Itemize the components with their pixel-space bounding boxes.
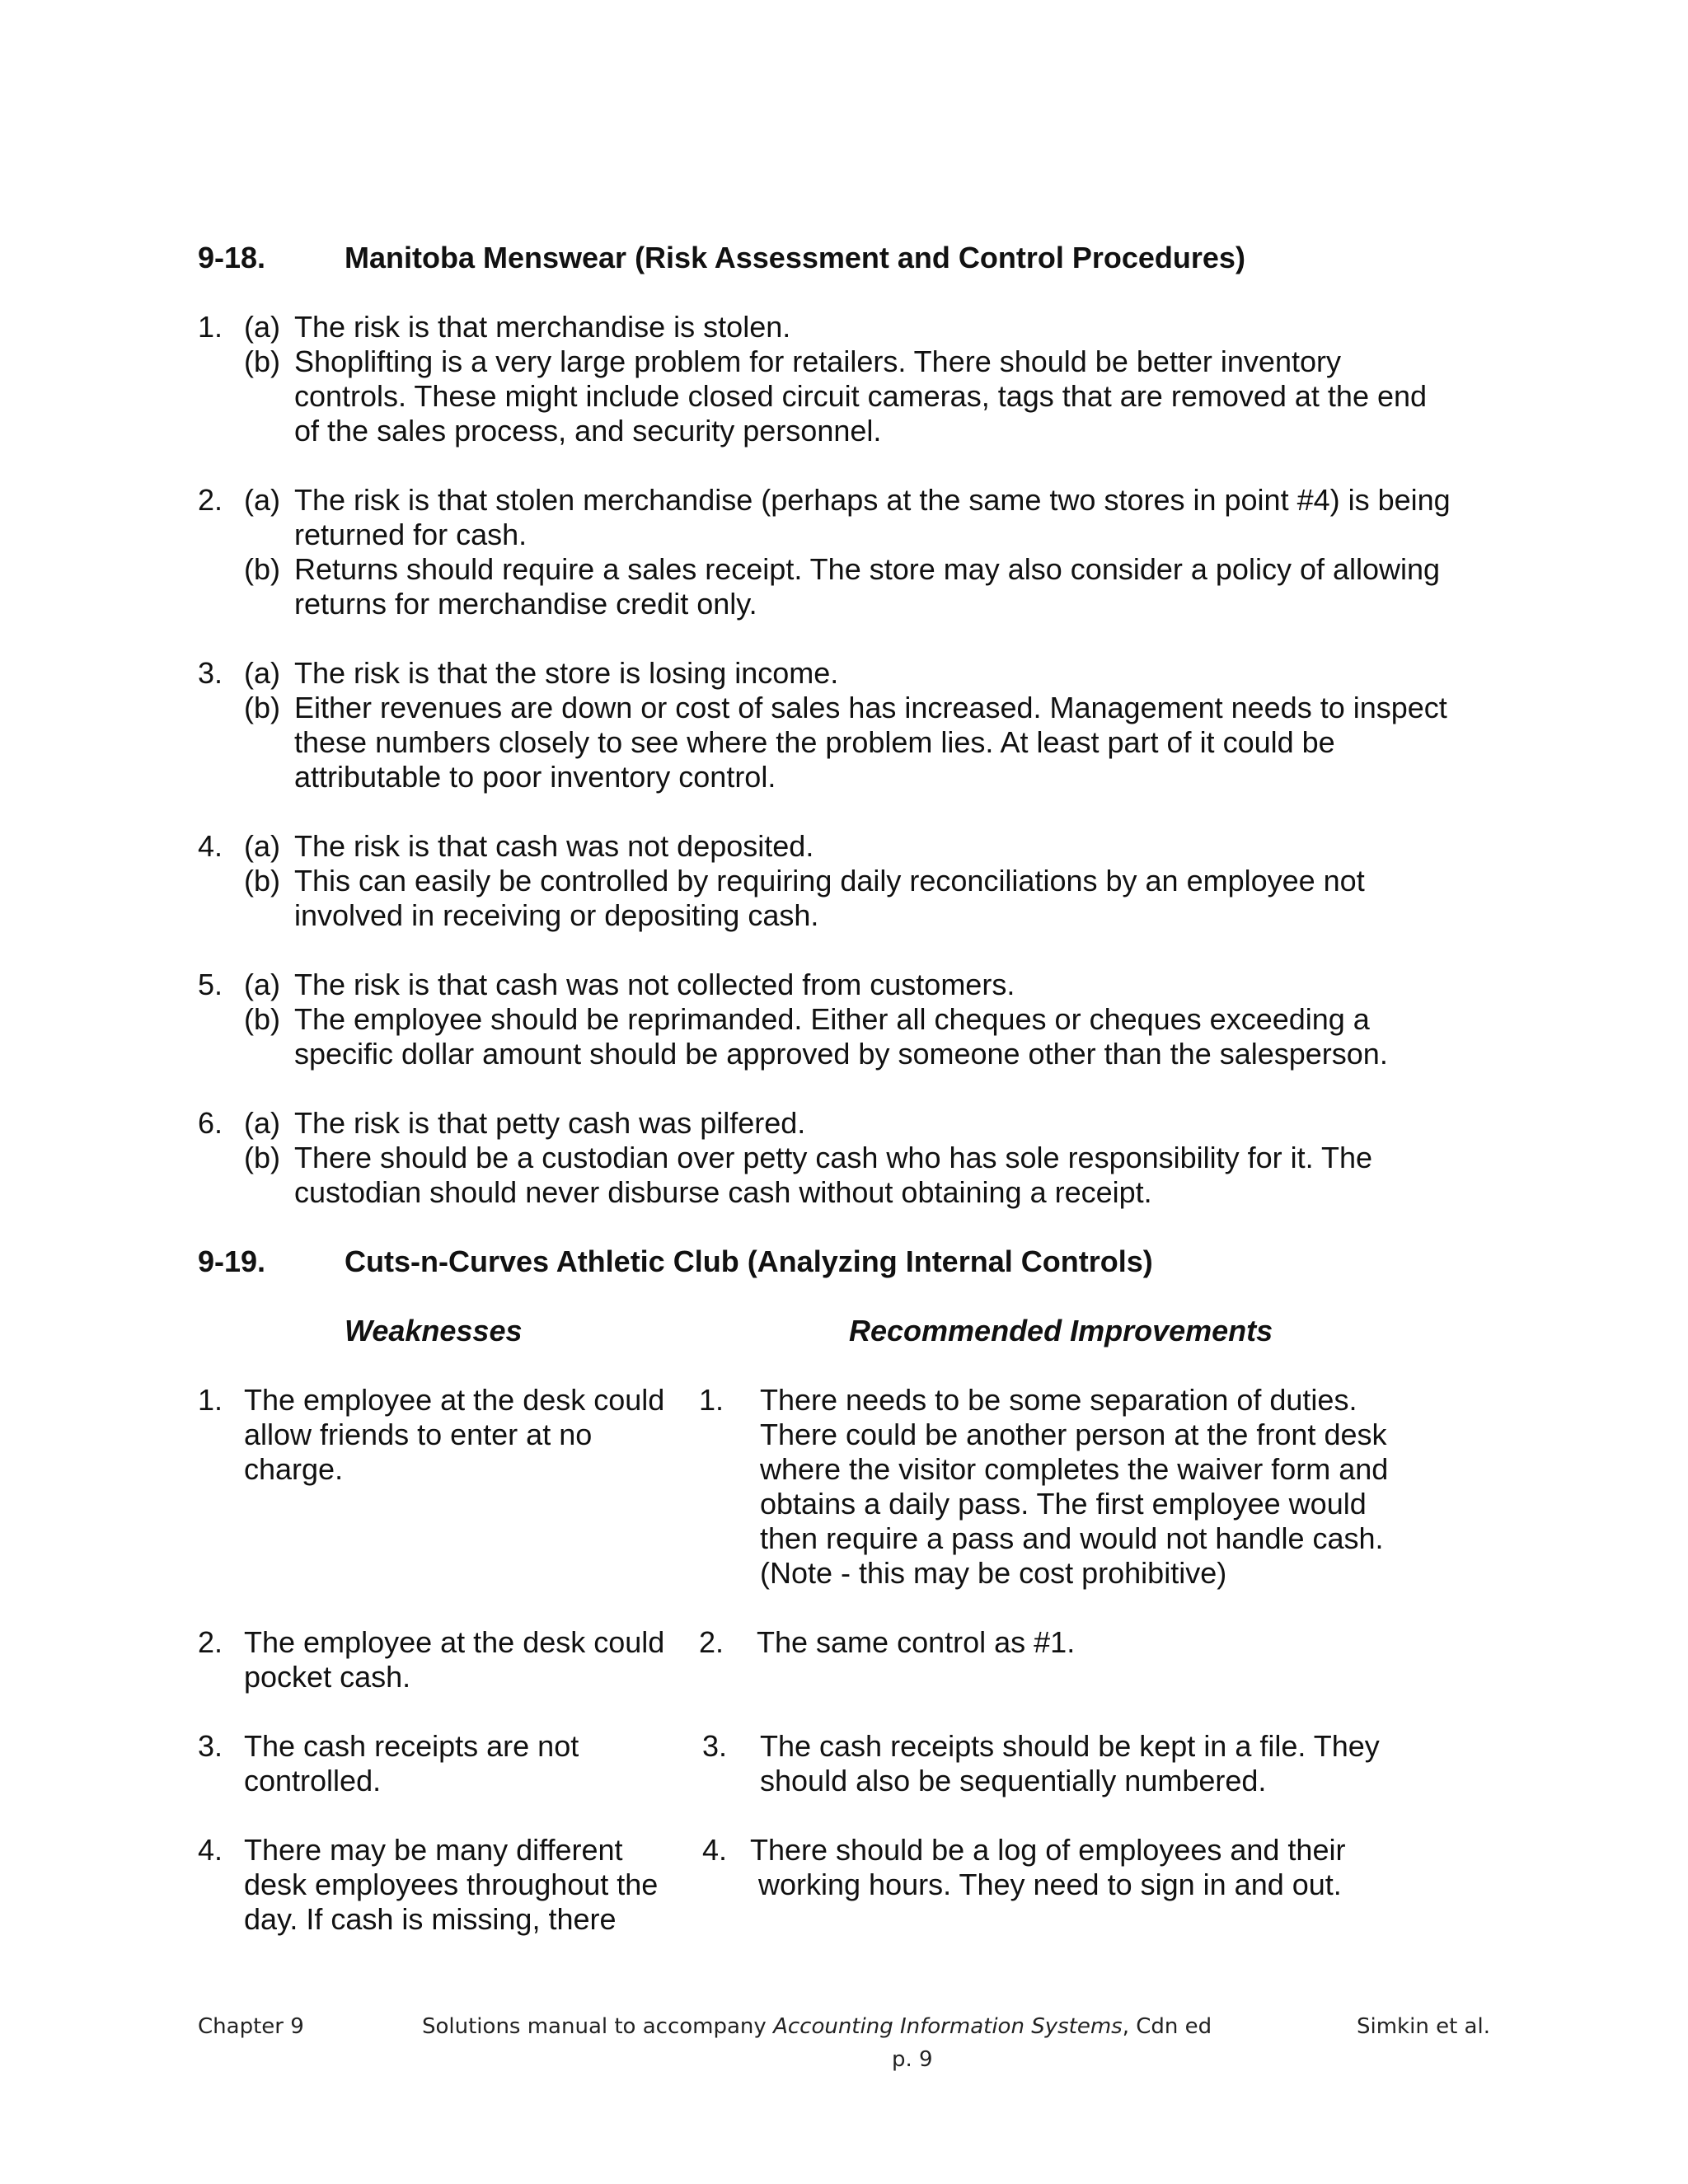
item-text: The risk is that petty cash was pilfered. bbox=[294, 1106, 806, 1140]
item-number: 1. bbox=[198, 310, 223, 344]
section-number: 9-19. bbox=[198, 1244, 266, 1278]
improvement-text: should also be sequentially numbered. bbox=[760, 1764, 1267, 1797]
weakness-text: controlled. bbox=[244, 1764, 382, 1797]
item-number: 4. bbox=[198, 829, 223, 863]
item-number: 5. bbox=[198, 968, 223, 1001]
sub-label-a: (a) bbox=[244, 310, 280, 344]
footer-chapter: Chapter 9 bbox=[198, 2014, 304, 2039]
section-title: Manitoba Menswear (Risk Assessment and Control Procedures) bbox=[345, 241, 1245, 274]
sub-label-b: (b) bbox=[244, 552, 280, 586]
item-number: 3. bbox=[198, 656, 223, 690]
weakness-text: allow friends to enter at no bbox=[244, 1418, 593, 1451]
weakness-number: 3. bbox=[198, 1729, 223, 1763]
column-header-weaknesses: Weaknesses bbox=[345, 1314, 523, 1347]
item-text: specific dollar amount should be approved by someone other than the salesperson. bbox=[294, 1037, 1388, 1071]
weakness-text: charge. bbox=[244, 1452, 344, 1486]
footer-prefix: Solutions manual to accompany bbox=[422, 2014, 774, 2039]
item-text: The risk is that merchandise is stolen. bbox=[294, 310, 791, 344]
sub-label-a: (a) bbox=[244, 968, 280, 1001]
improvement-text: There could be another person at the front desk bbox=[760, 1418, 1387, 1451]
item-text: The risk is that cash was not deposited. bbox=[294, 829, 814, 863]
improvement-text: then require a pass and would not handle cash. bbox=[760, 1521, 1384, 1555]
item-text: controls. These might include closed circuit cameras, tags that are removed at the end bbox=[294, 379, 1428, 413]
weakness-text: desk employees throughout the bbox=[244, 1868, 659, 1901]
improvement-text: obtains a daily pass. The first employee would bbox=[760, 1487, 1367, 1521]
improvement-number: 4. bbox=[702, 1833, 728, 1867]
improvement-text: The cash receipts should be kept in a file. They bbox=[760, 1729, 1380, 1763]
weakness-number: 4. bbox=[198, 1833, 223, 1867]
sub-label-b: (b) bbox=[244, 344, 280, 378]
weakness-text: The employee at the desk could bbox=[244, 1625, 665, 1659]
item-text: Returns should require a sales receipt. The store may also consider a policy of allowing bbox=[294, 552, 1441, 586]
improvement-text: (Note - this may be cost prohibitive) bbox=[760, 1556, 1227, 1590]
item-text: custodian should never disburse cash without obtaining a receipt. bbox=[294, 1175, 1152, 1209]
sub-label-b: (b) bbox=[244, 864, 280, 898]
sub-label-a: (a) bbox=[244, 829, 280, 863]
item-number: 2. bbox=[198, 483, 223, 517]
item-text: The employee should be reprimanded. Either all cheques or cheques exceeding a bbox=[294, 1002, 1370, 1036]
item-text: these numbers closely to see where the problem lies. At least part of it could be bbox=[294, 725, 1335, 759]
weakness-number: 1. bbox=[198, 1383, 223, 1417]
sub-label-b: (b) bbox=[244, 1002, 280, 1036]
item-text: The risk is that stolen merchandise (perhaps at the same two stores in point #4) is being bbox=[294, 483, 1451, 517]
sub-label-b: (b) bbox=[244, 1141, 280, 1174]
improvement-number: 3. bbox=[702, 1729, 728, 1763]
item-text: returned for cash. bbox=[294, 518, 528, 551]
item-text: involved in receiving or depositing cash. bbox=[294, 898, 819, 932]
sub-label-a: (a) bbox=[244, 656, 280, 690]
sub-label-a: (a) bbox=[244, 483, 280, 517]
improvement-number: 2. bbox=[699, 1625, 724, 1659]
weakness-text: day. If cash is missing, there bbox=[244, 1902, 617, 1936]
weakness-text: pocket cash. bbox=[244, 1660, 411, 1694]
item-text: The risk is that the store is losing income. bbox=[294, 656, 839, 690]
weakness-text: There may be many different bbox=[244, 1833, 623, 1867]
item-text: This can easily be controlled by requiring daily reconciliations by an employee not bbox=[294, 864, 1365, 898]
sub-label-b: (b) bbox=[244, 691, 280, 724]
footer-suffix: , Cdn ed bbox=[1122, 2014, 1212, 2039]
improvement-number: 1. bbox=[699, 1383, 724, 1417]
section-number: 9-18. bbox=[198, 241, 266, 274]
item-text: The risk is that cash was not collected from customers. bbox=[294, 968, 1015, 1001]
item-text: attributable to poor inventory control. bbox=[294, 760, 776, 794]
item-text: There should be a custodian over petty cash who has sole responsibility for it. The bbox=[294, 1141, 1373, 1174]
improvement-text: working hours. They need to sign in and out. bbox=[750, 1868, 1342, 1901]
weakness-text: The cash receipts are not bbox=[244, 1729, 579, 1763]
weakness-number: 2. bbox=[198, 1625, 223, 1659]
column-header-improvements: Recommended Improvements bbox=[849, 1314, 1273, 1347]
improvement-text: where the visitor completes the waiver form and bbox=[760, 1452, 1389, 1486]
footer-book-title: Accounting Information Systems bbox=[773, 2014, 1123, 2039]
item-text: of the sales process, and security personnel. bbox=[294, 414, 882, 448]
improvement-text: There should be a log of employees and their bbox=[750, 1833, 1346, 1867]
page-number: p. 9 bbox=[892, 2047, 933, 2072]
weakness-text: The employee at the desk could bbox=[244, 1383, 665, 1417]
section-title: Cuts-n-Curves Athletic Club (Analyzing Internal Controls) bbox=[345, 1244, 1153, 1278]
sub-label-a: (a) bbox=[244, 1106, 280, 1140]
item-text: returns for merchandise credit only. bbox=[294, 587, 757, 621]
item-text: Shoplifting is a very large problem for retailers. There should be better inventory bbox=[294, 344, 1341, 378]
item-text: Either revenues are down or cost of sales has increased. Management needs to inspect bbox=[294, 691, 1447, 724]
improvement-text: The same control as #1. bbox=[757, 1625, 1076, 1659]
footer-authors: Simkin et al. bbox=[1357, 2014, 1490, 2039]
item-number: 6. bbox=[198, 1106, 223, 1140]
improvement-text: There needs to be some separation of duties. bbox=[760, 1383, 1357, 1417]
footer-book-reference bbox=[422, 2014, 1212, 2039]
